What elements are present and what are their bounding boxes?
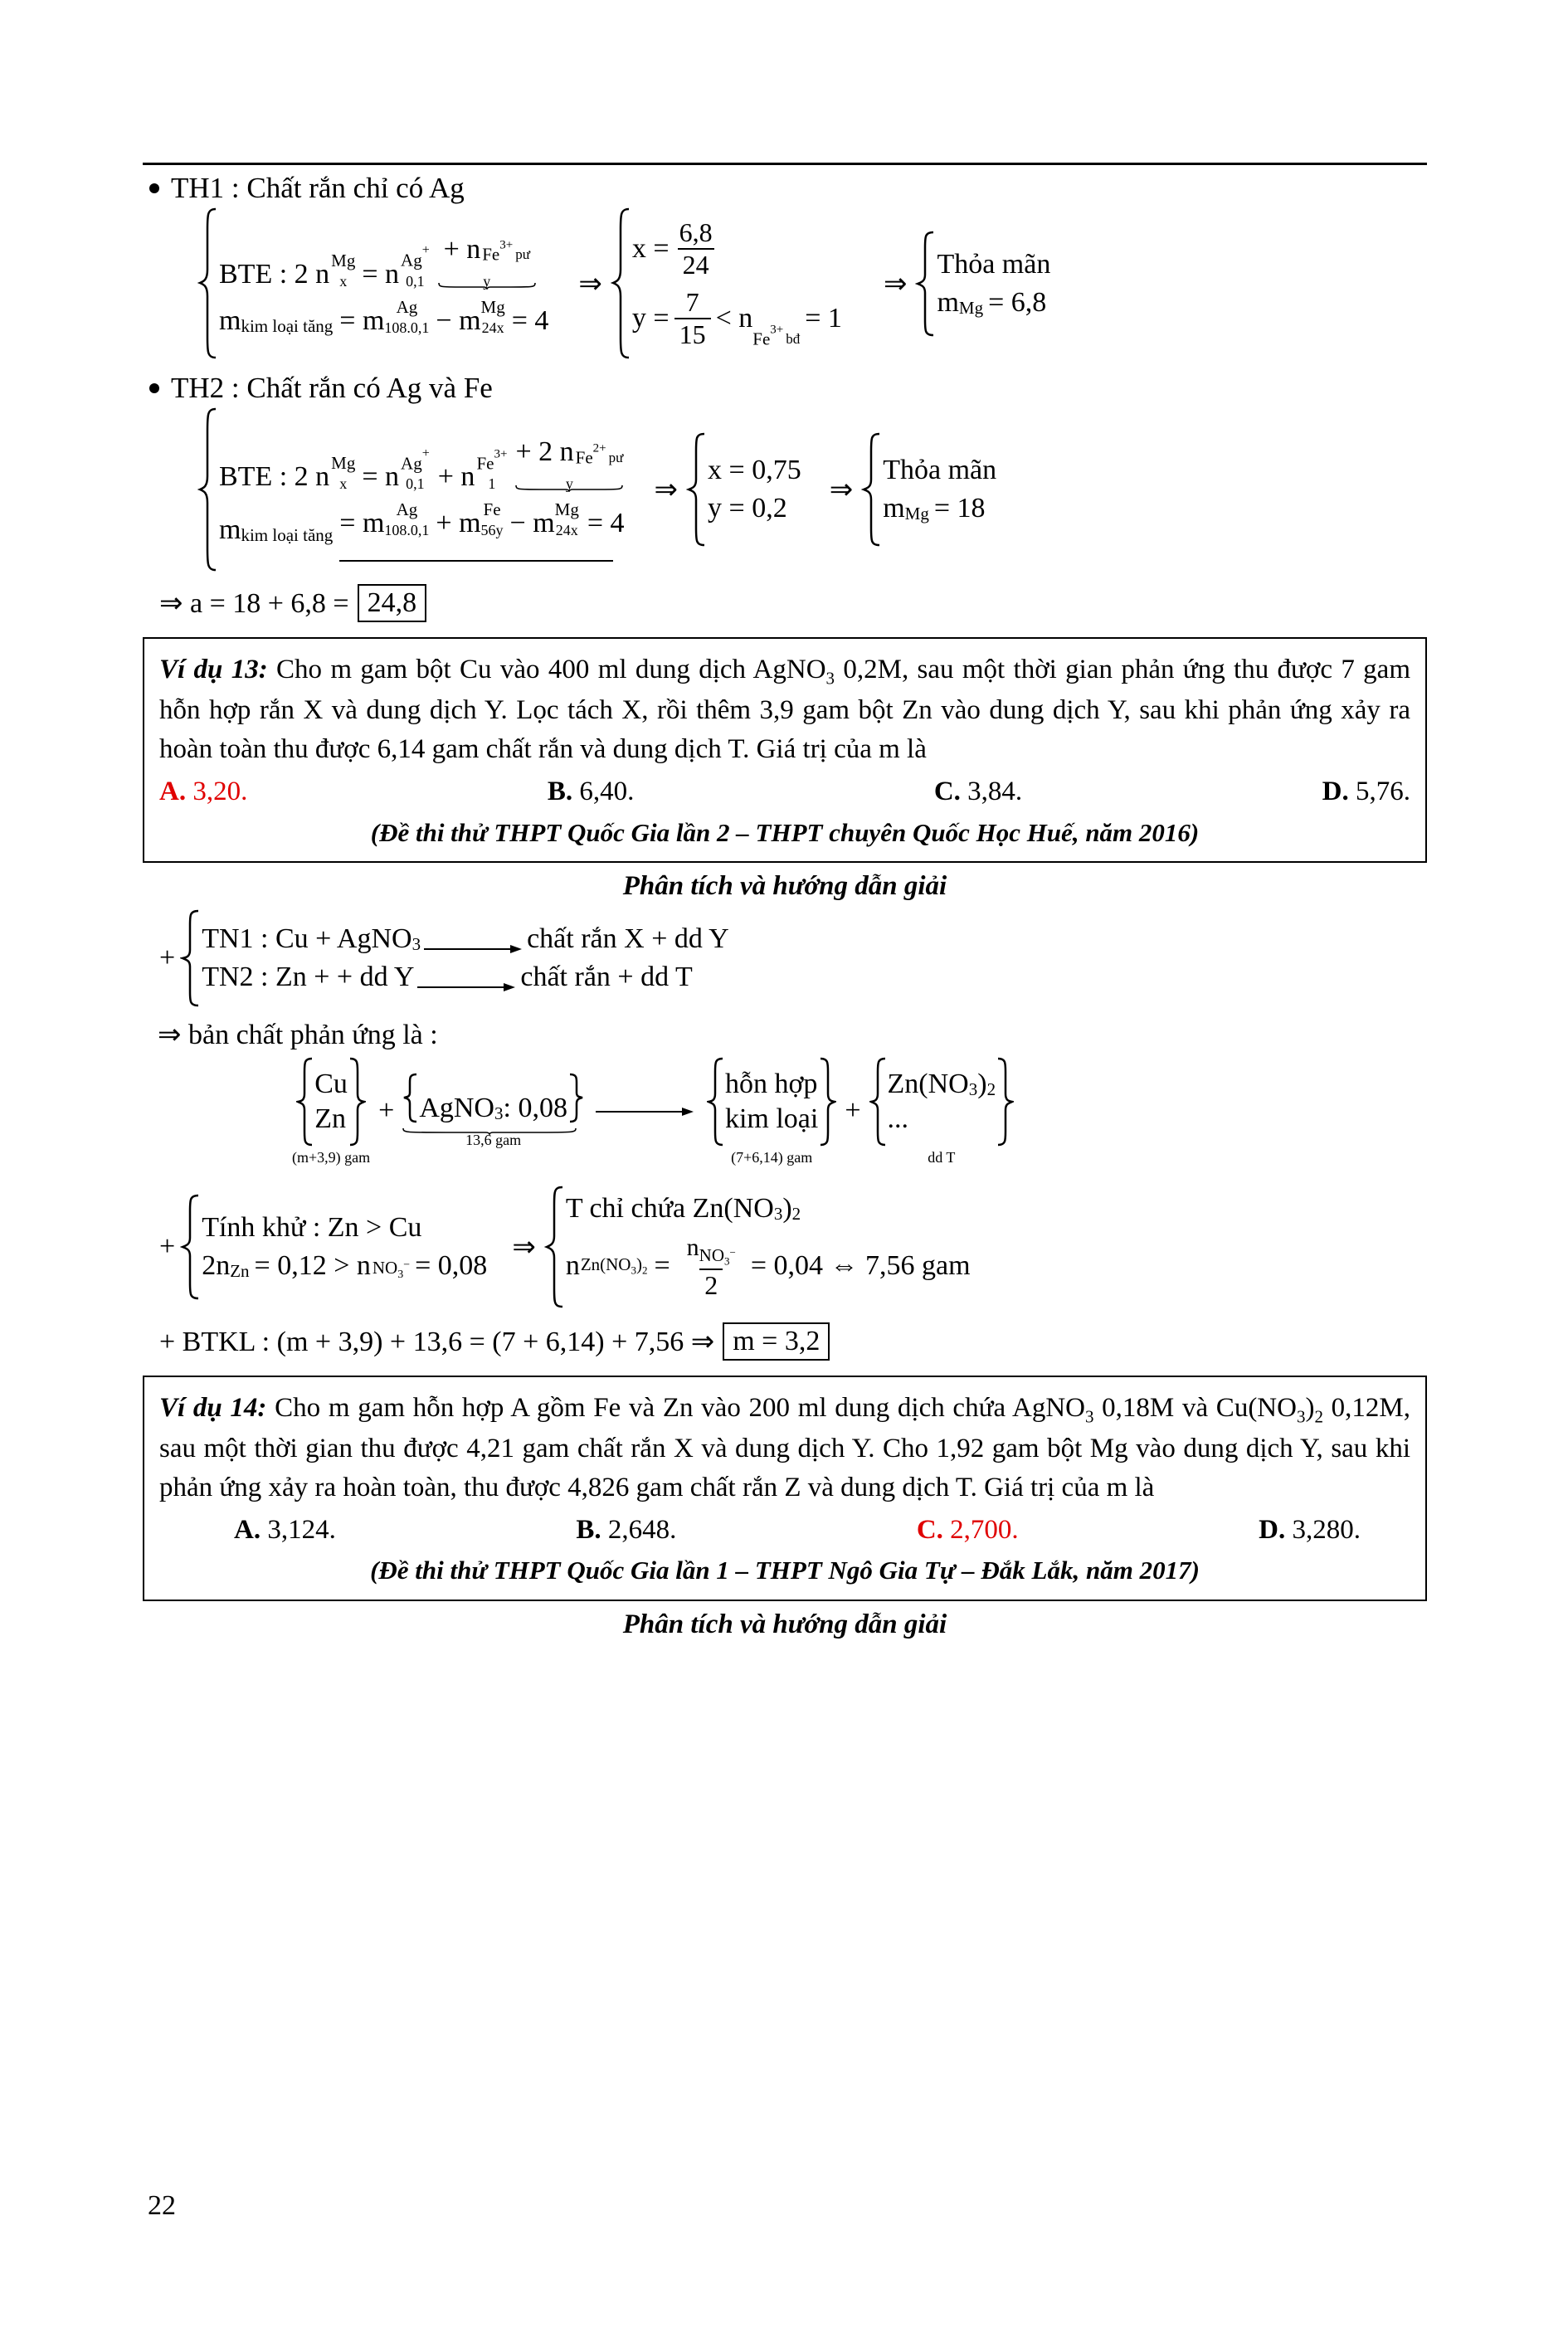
scheme-znno3 <box>888 1067 996 1102</box>
case1-label-x: x <box>339 272 348 290</box>
solution-13-reaction-rows <box>202 920 728 996</box>
bullet-icon <box>149 183 159 193</box>
case2-res-y: y = 0,2 <box>708 493 787 523</box>
compare-no3-sub <box>373 1258 410 1282</box>
case1-res-y-sub: Fe <box>752 329 771 349</box>
underbrace-icon <box>438 265 536 272</box>
case1-line1-sub3: Fe <box>482 244 500 265</box>
answer14-b-val: 2,648. <box>607 1514 677 1545</box>
case1-rows <box>219 207 548 360</box>
reaction-arrow-icon-1 <box>424 942 523 955</box>
implies-arrow-4: ⇒ <box>829 475 854 505</box>
tn1-text: TN1 : Cu + AgNO <box>202 923 412 954</box>
solution-13-tn2 <box>202 958 728 996</box>
case1-line2-sub3: Mg <box>480 296 505 317</box>
case2-line1-plus: + n <box>437 461 475 493</box>
case1-res-x-num: 6,8 <box>679 217 713 247</box>
case2-label-1080: 108.0,1 <box>384 522 430 539</box>
example-13-answer-a[interactable] <box>159 772 247 811</box>
example-14-label: Ví dụ 14: <box>159 1392 267 1423</box>
example-14-text <box>159 1389 1410 1507</box>
case1-system <box>197 207 1427 360</box>
n-frac-den: 2 <box>699 1269 723 1301</box>
answer14-d-val: 3,280. <box>1292 1514 1361 1545</box>
case1-label-y: y <box>483 272 491 290</box>
example-13-guide: Phân tích và hướng dẫn giải <box>622 870 947 901</box>
left-brace-icon-13 <box>544 1185 566 1309</box>
answer14-b-key: B. <box>576 1514 601 1545</box>
n-frac-num-sub <box>699 1245 736 1268</box>
case1-res-x <box>632 214 842 284</box>
case1-line1-sup3: 3+ <box>499 238 514 252</box>
case1-res-x-den: 24 <box>678 248 714 280</box>
right-brace-icon-2 <box>567 1073 584 1124</box>
compare-line-2 <box>202 1247 487 1285</box>
n-frac-num-3: 3 <box>724 1254 730 1268</box>
plus-sign-1: + <box>159 942 176 973</box>
t-contains-paren: ) <box>782 1192 792 1224</box>
case1-line1-sub2: Ag <box>401 250 422 270</box>
case1-line1-sub3b: pư <box>515 246 530 263</box>
case2-rows <box>219 407 625 572</box>
case2-concl-m-symbol: m <box>883 493 905 523</box>
answer-d-val: 5,76. <box>1356 776 1410 806</box>
left-brace-icon-9 <box>402 1073 419 1124</box>
tn1-result: chất rắn X + dd Y <box>527 923 729 954</box>
case2-label-1: 1 <box>488 475 496 493</box>
scheme-reagent <box>402 1073 584 1149</box>
example-13-text <box>159 650 1410 769</box>
example-14-box <box>143 1376 1427 1601</box>
reaction-arrow-icon-2 <box>417 980 517 993</box>
case1-res-y-cmp: < n <box>715 302 753 334</box>
case2-line1-sub3: Fe <box>476 453 494 474</box>
n-znno3-sub-c: ) <box>635 1254 642 1274</box>
scheme-reactants-label: (m+3,9) gam <box>292 1148 371 1166</box>
solution-13-t-result <box>566 1190 971 1304</box>
tn2-result: chất rắn + dd T <box>520 961 693 992</box>
case1-res-y-den: 15 <box>674 318 711 350</box>
case2-title: TH2 : Chất rắn có Ag và Fe <box>171 372 493 404</box>
case2-line1-sup3: 3+ <box>494 447 508 461</box>
case1-line2-sub2: Ag <box>396 296 418 317</box>
scheme-plus-2: + <box>845 1095 861 1127</box>
left-brace-icon-11 <box>869 1056 888 1147</box>
example-14-body-sub1: 3 <box>1084 1406 1094 1427</box>
compare-2n-sub: Zn <box>230 1260 250 1281</box>
answer14-d-key: D. <box>1259 1514 1286 1545</box>
case1-line2-prefix: m <box>219 304 241 336</box>
case2-row1 <box>219 430 625 496</box>
left-brace-icon-12 <box>180 1193 202 1301</box>
case1-label-01: 0,1 <box>406 272 425 290</box>
scheme-reagent-name: AgNO <box>419 1093 494 1124</box>
example-14-body-1: Cho m gam hỗn hợp A gồm Fe và Zn vào 200 ml dung dịch chứa AgNO <box>275 1392 1085 1423</box>
implies-arrow-3: ⇒ <box>654 475 679 505</box>
final-answer-box: 24,8 <box>358 584 427 622</box>
case2-line1-sub1: Mg <box>331 453 356 474</box>
tn2-text: TN2 : Zn + + dd Y <box>202 961 415 992</box>
case2-system <box>197 407 1427 572</box>
t-contains-sub: 3 <box>773 1203 783 1224</box>
case1-line2-eq: = m <box>339 304 385 336</box>
case2-line2-sub3: Fe <box>483 499 501 520</box>
example-14-source: (Đề thi thử THPT Quốc Gia lần 1 – THPT Ngô Gia Tự – Đắk Lắk, năm 2017) <box>370 1556 1200 1585</box>
underline-rule <box>339 539 624 546</box>
case2-line1-sup4: 2+ <box>592 441 606 455</box>
example-14-body-2: 0,18M và Cu(NO <box>1093 1392 1297 1423</box>
scheme-product-metals <box>707 1056 836 1166</box>
case1-results <box>632 207 842 360</box>
case2-label-56y: 56y <box>480 522 504 539</box>
case2-label-01: 0,1 <box>406 475 425 493</box>
page-content <box>143 163 1427 1647</box>
case1-line2-sub1: kim loại tăng <box>241 315 334 336</box>
example-13-label: Ví dụ 13: <box>159 655 268 684</box>
solution-13-compare <box>159 1185 1427 1309</box>
case-final-line <box>159 584 1427 622</box>
t-contains-sup: 2 <box>791 1203 801 1224</box>
right-brace-icon-4 <box>996 1056 1014 1147</box>
compare-value: = 0,08 <box>415 1249 488 1281</box>
left-brace-icon-7 <box>180 908 202 1008</box>
t-contains-text: T chỉ chứa Zn(NO <box>565 1192 774 1224</box>
scheme-reactants <box>292 1056 370 1166</box>
example-13-body-1: Cho m gam bột Cu vào 400 ml dung dịch AgNO <box>276 655 826 684</box>
case1-line1-plus: + n <box>443 233 481 265</box>
compare-no3-3: 3 <box>397 1268 404 1281</box>
case1-concl-m-symbol: m <box>937 286 959 318</box>
solution-13-reactions <box>159 908 1427 1008</box>
case1-line2-res: = 4 <box>511 304 549 336</box>
answer-b-val: 6,40. <box>579 776 635 806</box>
page-number: 22 <box>148 2190 176 2221</box>
case2-results <box>708 407 801 572</box>
example-14-answers <box>159 1511 1410 1550</box>
n-znno3-sub-b: 3 <box>631 1264 636 1277</box>
case2-label-y: y <box>565 475 573 493</box>
example-14-body-sup: 2 <box>1314 1406 1323 1427</box>
left-brace-icon-2 <box>611 207 632 360</box>
case2-line2-sub1: kim loại tăng <box>241 525 334 546</box>
n-znno3-eq: = <box>654 1249 670 1281</box>
compare-gt: = 0,12 > n <box>254 1249 371 1281</box>
answer-a-val: 3,20. <box>192 776 248 806</box>
example-14-answer-d[interactable] <box>1259 1511 1361 1550</box>
example-14-body-4: 0,12M, sau một thời gian thu được 4,21 gam chất rắn X và dung dịch Y. Cho 1,92 gam bột Mg vào dung dịch Y, sau khi phản ứng xảy ra hoàn toàn, thu được 4,826 gam chất rắn Z và dung dịch T. Giá trị của m là <box>159 1392 1411 1502</box>
scheme-reagent-label: 13,6 gam <box>465 1132 522 1149</box>
underbrace-icon-3 <box>402 1124 584 1131</box>
case2-concl-title: Thỏa mãn <box>883 455 997 485</box>
tn1-sub: 3 <box>411 933 421 954</box>
case2-line2-sub2: Ag <box>396 499 418 520</box>
answer14-a-val: 3,124. <box>267 1514 336 1545</box>
n-znno3-sub-d: 2 <box>641 1264 648 1277</box>
left-brace-icon-10 <box>707 1056 725 1147</box>
left-brace-icon <box>197 207 219 360</box>
n-znno3-line <box>566 1228 971 1304</box>
left-brace-icon-3 <box>915 207 937 360</box>
answer-c-key: C. <box>933 776 961 806</box>
answer-b-key: B. <box>547 776 573 806</box>
answer-d-key: D. <box>1322 776 1349 806</box>
scheme-product-solution <box>869 1056 1015 1166</box>
case1-concl-title: Thỏa mãn <box>937 248 1051 280</box>
case2-line1-sub4b: pư <box>608 449 624 465</box>
case1-label-24x: 24x <box>481 319 504 336</box>
solution-13-nature: ⇒ bản chất phản ứng là : <box>158 1019 438 1050</box>
case2-line2-res: = 4 <box>587 508 625 539</box>
case1-row1 <box>219 226 548 293</box>
case2-line1-sub2: Ag <box>401 453 422 474</box>
example-13-answer-d[interactable] <box>1322 772 1410 811</box>
n-znno3-value: = 0,04 ⇔ 7,56 gam <box>750 1249 971 1281</box>
example-13-answer-b[interactable] <box>548 772 635 811</box>
implies-arrow-5: ⇒ <box>512 1231 536 1263</box>
answer-c-val: 3,84. <box>967 776 1023 806</box>
compare-2n: 2n <box>202 1249 231 1281</box>
example-13-answer-c[interactable] <box>934 772 1022 811</box>
case2-line2-eq: = m <box>339 508 385 539</box>
left-brace-icon-5 <box>686 407 708 572</box>
case1-line1-prefix: BTE : 2 n <box>219 258 330 290</box>
case1-title-line <box>143 172 1427 205</box>
example-13-body-2: 0,2M, sau một thời gian phản ứng thu được 7 gam hỗn hợp rắn X và dung dịch Y. Lọc tách X, rồi thêm 3,9 gam bột Zn vào dung dịch Y, sau khi phản ứng xảy ra hoàn toàn thu được 6,14 gam chất rắn và dung dịch T. Giá trị của m là <box>159 655 1410 765</box>
implies-arrow-1: ⇒ <box>578 268 602 299</box>
left-brace-icon-6 <box>861 407 883 572</box>
case1-concl-m-sub: Mg <box>958 297 984 318</box>
scheme-arrow-icon <box>596 1104 695 1118</box>
n-frac-num <box>682 1231 741 1269</box>
case1-line1-eq: = n <box>362 258 400 290</box>
n-frac-num-no: NO <box>699 1245 724 1266</box>
case2-line1-sup2: + <box>421 446 430 460</box>
example-14-body-3: ) <box>1305 1392 1315 1423</box>
top-rule <box>143 163 1427 165</box>
right-brace-icon-3 <box>818 1056 836 1147</box>
answer14-a-key: A. <box>234 1514 261 1545</box>
n-frac-num-n: n <box>686 1233 699 1261</box>
n-znno3-sub <box>581 1254 648 1278</box>
scheme-znno3-b: ) <box>977 1068 987 1099</box>
t-contains-line <box>566 1190 971 1228</box>
case2-concl-m-val: = 18 <box>933 493 986 523</box>
scheme-znno3-sub: 3 <box>968 1079 978 1099</box>
case2-line2-prefix: m <box>219 514 241 546</box>
scheme-plus-1: + <box>378 1095 395 1127</box>
n-frac-num-charge: − <box>729 1246 736 1259</box>
solution-13-scheme <box>292 1056 1427 1166</box>
case1-line1-sup2: + <box>421 243 430 258</box>
compare-no3-text: NO <box>372 1257 398 1278</box>
case1-res-y-val: = 1 <box>805 302 842 334</box>
answer-a-key: A. <box>159 776 187 806</box>
example-14-answer-b[interactable] <box>576 1511 676 1550</box>
example-13-box <box>143 637 1427 863</box>
underbrace-icon-2 <box>515 468 623 475</box>
case1-line1-sub1: Mg <box>331 250 356 270</box>
case1-concl-m <box>937 284 1050 322</box>
case2-concl-m <box>883 489 996 528</box>
answer14-c-key: C. <box>916 1514 943 1545</box>
left-brace-icon-8 <box>296 1056 314 1147</box>
scheme-reagent-sub: 3 <box>494 1103 504 1124</box>
case1-concl-m-val: = 6,8 <box>988 286 1047 318</box>
btkl-text: + BTKL : (m + 3,9) + 13,6 = (7 + 6,14) + 7,56 ⇒ <box>159 1326 715 1357</box>
implies-arrow-2: ⇒ <box>883 268 908 299</box>
case1-res-y-sup: 3+ <box>770 323 784 337</box>
case2-line1-sub4: Fe <box>575 447 593 468</box>
btkl-answer-box: m = 3,2 <box>723 1322 830 1361</box>
scheme-mix-line2: kim loại <box>724 1103 819 1134</box>
example-13-answers <box>159 772 1410 811</box>
left-brace-icon-4 <box>197 407 219 572</box>
final-prefix: ⇒ a = 18 + 6,8 = <box>159 588 349 619</box>
example-13-source: (Đề thi thử THPT Quốc Gia lần 2 – THPT chuyên Quốc Học Huế, năm 2016) <box>370 817 1200 847</box>
case2-label-24x: 24x <box>555 522 578 539</box>
case2-line2-sub4: Mg <box>554 499 579 520</box>
scheme-znno3-a: Zn(NO <box>887 1068 969 1099</box>
bullet-icon-2 <box>149 383 159 393</box>
case2-title-line <box>143 372 1427 405</box>
solution-13-tn1 <box>202 920 728 958</box>
case2-label-x: x <box>339 475 348 493</box>
example-13-body-sub: 3 <box>825 668 835 689</box>
case2-line1-eq: = n <box>362 461 400 493</box>
case2-line1-prefix: BTE : 2 n <box>219 461 330 493</box>
example-14-guide: Phân tích và hướng dẫn giải <box>622 1609 947 1639</box>
scheme-zn: Zn <box>314 1103 346 1134</box>
case1-conclusion <box>937 207 1050 360</box>
case1-title: TH1 : Chất rắn chỉ có Ag <box>171 172 465 204</box>
scheme-znno3-sup: 2 <box>986 1079 996 1099</box>
scheme-mix-line1: hỗn hợp <box>724 1068 818 1099</box>
example-14-answer-a[interactable] <box>234 1511 336 1550</box>
case2-res-x: x = 0,75 <box>708 455 801 485</box>
scheme-reagent-value: : 0,08 <box>503 1093 567 1124</box>
n-znno3-sub-a: Zn(NO <box>580 1254 631 1274</box>
case1-res-x-label: x = <box>631 232 670 264</box>
case1-line2-minus: − m <box>436 304 481 336</box>
solution-13-compare-rows <box>202 1209 487 1285</box>
case2-row2 <box>219 496 625 549</box>
scheme-product-solution-label: dd T <box>928 1148 956 1166</box>
case1-res-y <box>632 284 842 353</box>
case1-res-y-subb: bđ <box>786 331 801 348</box>
right-brace-icon-1 <box>348 1056 366 1147</box>
case2-concl-m-sub: Mg <box>904 504 929 523</box>
n-znno3-symbol: n <box>565 1249 580 1281</box>
case1-label-1080: 108.0,1 <box>384 319 430 336</box>
compare-line-1: Tính khử : Zn > Cu <box>202 1211 422 1243</box>
scheme-dots: ... <box>887 1103 909 1134</box>
example-14-answer-c[interactable] <box>917 1511 1019 1550</box>
scheme-cu: Cu <box>314 1068 348 1099</box>
case2-conclusion <box>883 407 996 572</box>
scheme-product-metals-label: (7+6,14) gam <box>731 1148 813 1166</box>
compare-no3-charge: − <box>403 1259 411 1272</box>
case2-line1-plus2: + 2 n <box>515 436 574 468</box>
case2-line2-minus: − m <box>509 508 555 539</box>
example-14-body-sub2: 3 <box>1296 1406 1306 1427</box>
plus-sign-2: + <box>159 1230 176 1262</box>
case1-res-y-num: 7 <box>685 286 699 317</box>
solution-13-btkl <box>159 1322 1427 1361</box>
answer14-c-val: 2,700. <box>950 1514 1019 1545</box>
case2-line2-plus: + m <box>436 508 481 539</box>
case1-res-y-label: y = <box>631 302 670 334</box>
case1-row2 <box>219 294 548 340</box>
